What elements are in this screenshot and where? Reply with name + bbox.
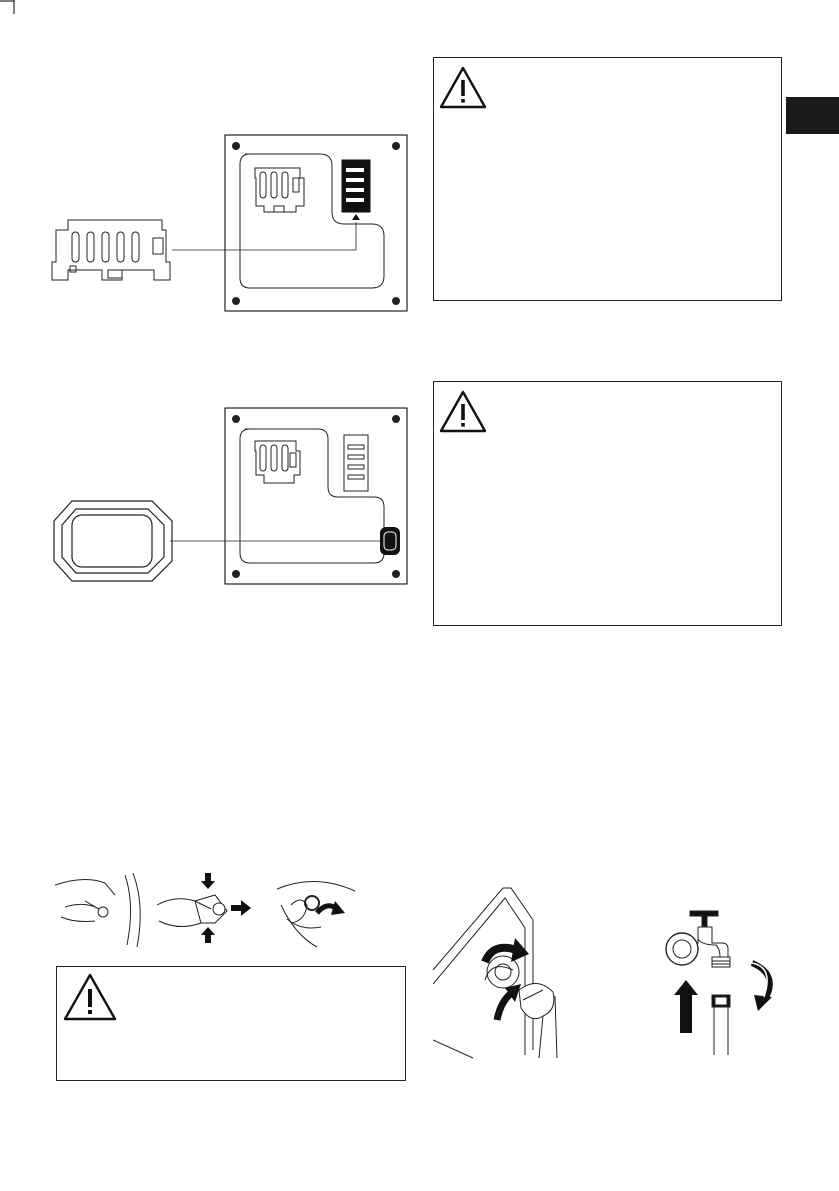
warning-box-2 [433,381,782,626]
warning-triangle-icon [439,389,487,433]
warning-box-3 [56,966,406,1081]
figure-transit-bolt-removal [55,865,405,955]
crop-mark [0,0,18,18]
warning-triangle-icon [62,972,118,1022]
figure-connector-bracket-panel [50,130,410,312]
figure-blanking-plug-panel [50,405,410,587]
figure-hose-to-tap [660,905,790,1060]
figure-hose-to-machine [433,880,573,1060]
section-tab [786,97,839,134]
warning-triangle-icon [439,65,487,109]
warning-box-1 [433,57,782,301]
